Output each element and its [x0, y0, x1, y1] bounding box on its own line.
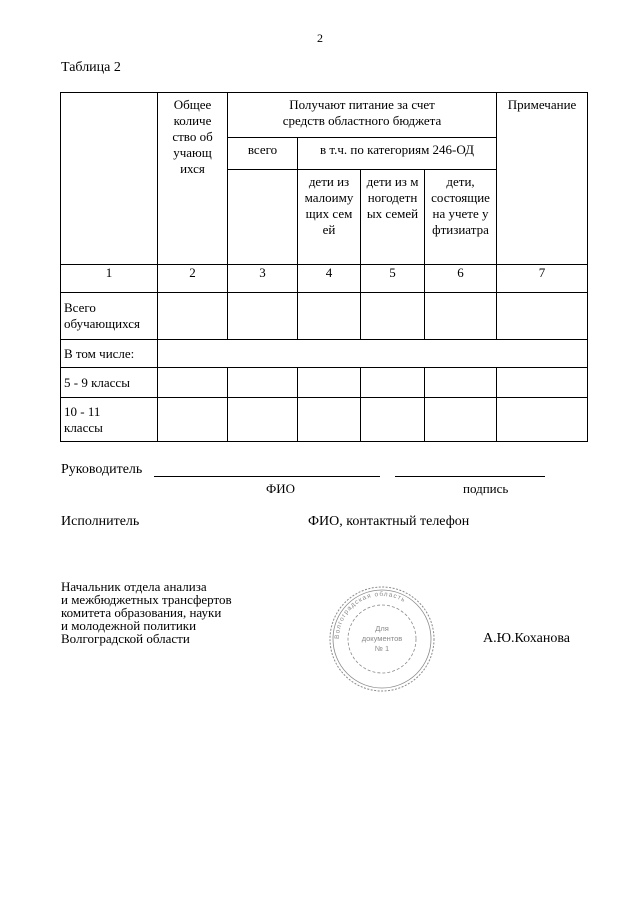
column-number-row: [61, 265, 588, 293]
header-empty-cell: [61, 93, 158, 265]
header-cat-large-family: дети из многодетных семей: [361, 170, 425, 265]
column-number: 7: [497, 265, 588, 293]
signature-line: [395, 476, 545, 477]
header-subgroup: в т.ч. по категориям 246-ОД: [298, 138, 497, 170]
row-label-total: Всего обучающихся: [61, 293, 158, 340]
table-cell: [361, 368, 425, 398]
fio-phone-label: ФИО, контактный телефон: [308, 514, 470, 529]
stamp-seal: [328, 585, 436, 693]
table-cell: [228, 398, 298, 442]
table-cell: [298, 368, 361, 398]
header-vsego-blank: [228, 170, 298, 265]
svg-text:Для: Для: [375, 624, 389, 633]
fio-line: [154, 476, 380, 477]
table-cell: [228, 293, 298, 340]
table-cell: [158, 398, 228, 442]
table-cell: [425, 293, 497, 340]
table-cell: [361, 398, 425, 442]
table-row: [61, 368, 588, 398]
column-number: 1: [61, 265, 158, 293]
data-table: [60, 92, 588, 442]
table-cell: [425, 368, 497, 398]
table-cell: [298, 293, 361, 340]
table-row: [61, 398, 588, 442]
table-cell: [158, 368, 228, 398]
table-cell: [158, 293, 228, 340]
header-cat-low-income: дети из малоимущих семей: [298, 170, 361, 265]
official-name: А.Ю.Коханова: [483, 631, 570, 646]
signature-caption: подпись: [463, 481, 509, 496]
table-caption: Таблица 2: [61, 60, 121, 75]
svg-text:Волгоградская область: Волгоградская область: [333, 590, 408, 640]
header-note: Примечание: [497, 93, 588, 265]
table-row: [61, 340, 588, 368]
column-number: 5: [361, 265, 425, 293]
table-cell: [298, 398, 361, 442]
column-number: 4: [298, 265, 361, 293]
page-number: 2: [317, 31, 323, 45]
svg-text:документов: документов: [361, 634, 403, 643]
table-cell: [361, 293, 425, 340]
column-number: 3: [228, 265, 298, 293]
table-cell: [497, 398, 588, 442]
table-cell: [497, 293, 588, 340]
column-number: 6: [425, 265, 497, 293]
executor-label: Исполнитель: [61, 514, 140, 529]
header-total-students: Общее количество обучающихся: [158, 93, 228, 265]
row-label-including: В том числе:: [61, 340, 158, 368]
table-cell: [425, 398, 497, 442]
table-cell-merged: [158, 340, 588, 368]
header-vsego: всего: [228, 138, 298, 170]
table-cell: [228, 368, 298, 398]
row-label-grades-5-9: 5 - 9 классы: [61, 368, 158, 398]
table-row: [61, 293, 588, 340]
table-cell: [497, 368, 588, 398]
fio-caption: ФИО: [266, 481, 296, 496]
header-cat-tb: дети, состоящие на учете у фтизиатра: [425, 170, 497, 265]
svg-text:№ 1: № 1: [374, 644, 390, 653]
row-label-grades-10-11: 10 - 11 классы: [61, 398, 158, 442]
official-title: Начальник отдела анализа и межбюджетных трансфертов комитета образования, науки и молодежной политики Волгоградской области: [61, 579, 232, 646]
header-funded-group: Получают питание за счет средств областного бюджета: [228, 93, 497, 138]
head-label: Руководитель: [61, 462, 143, 477]
column-number: 2: [158, 265, 228, 293]
